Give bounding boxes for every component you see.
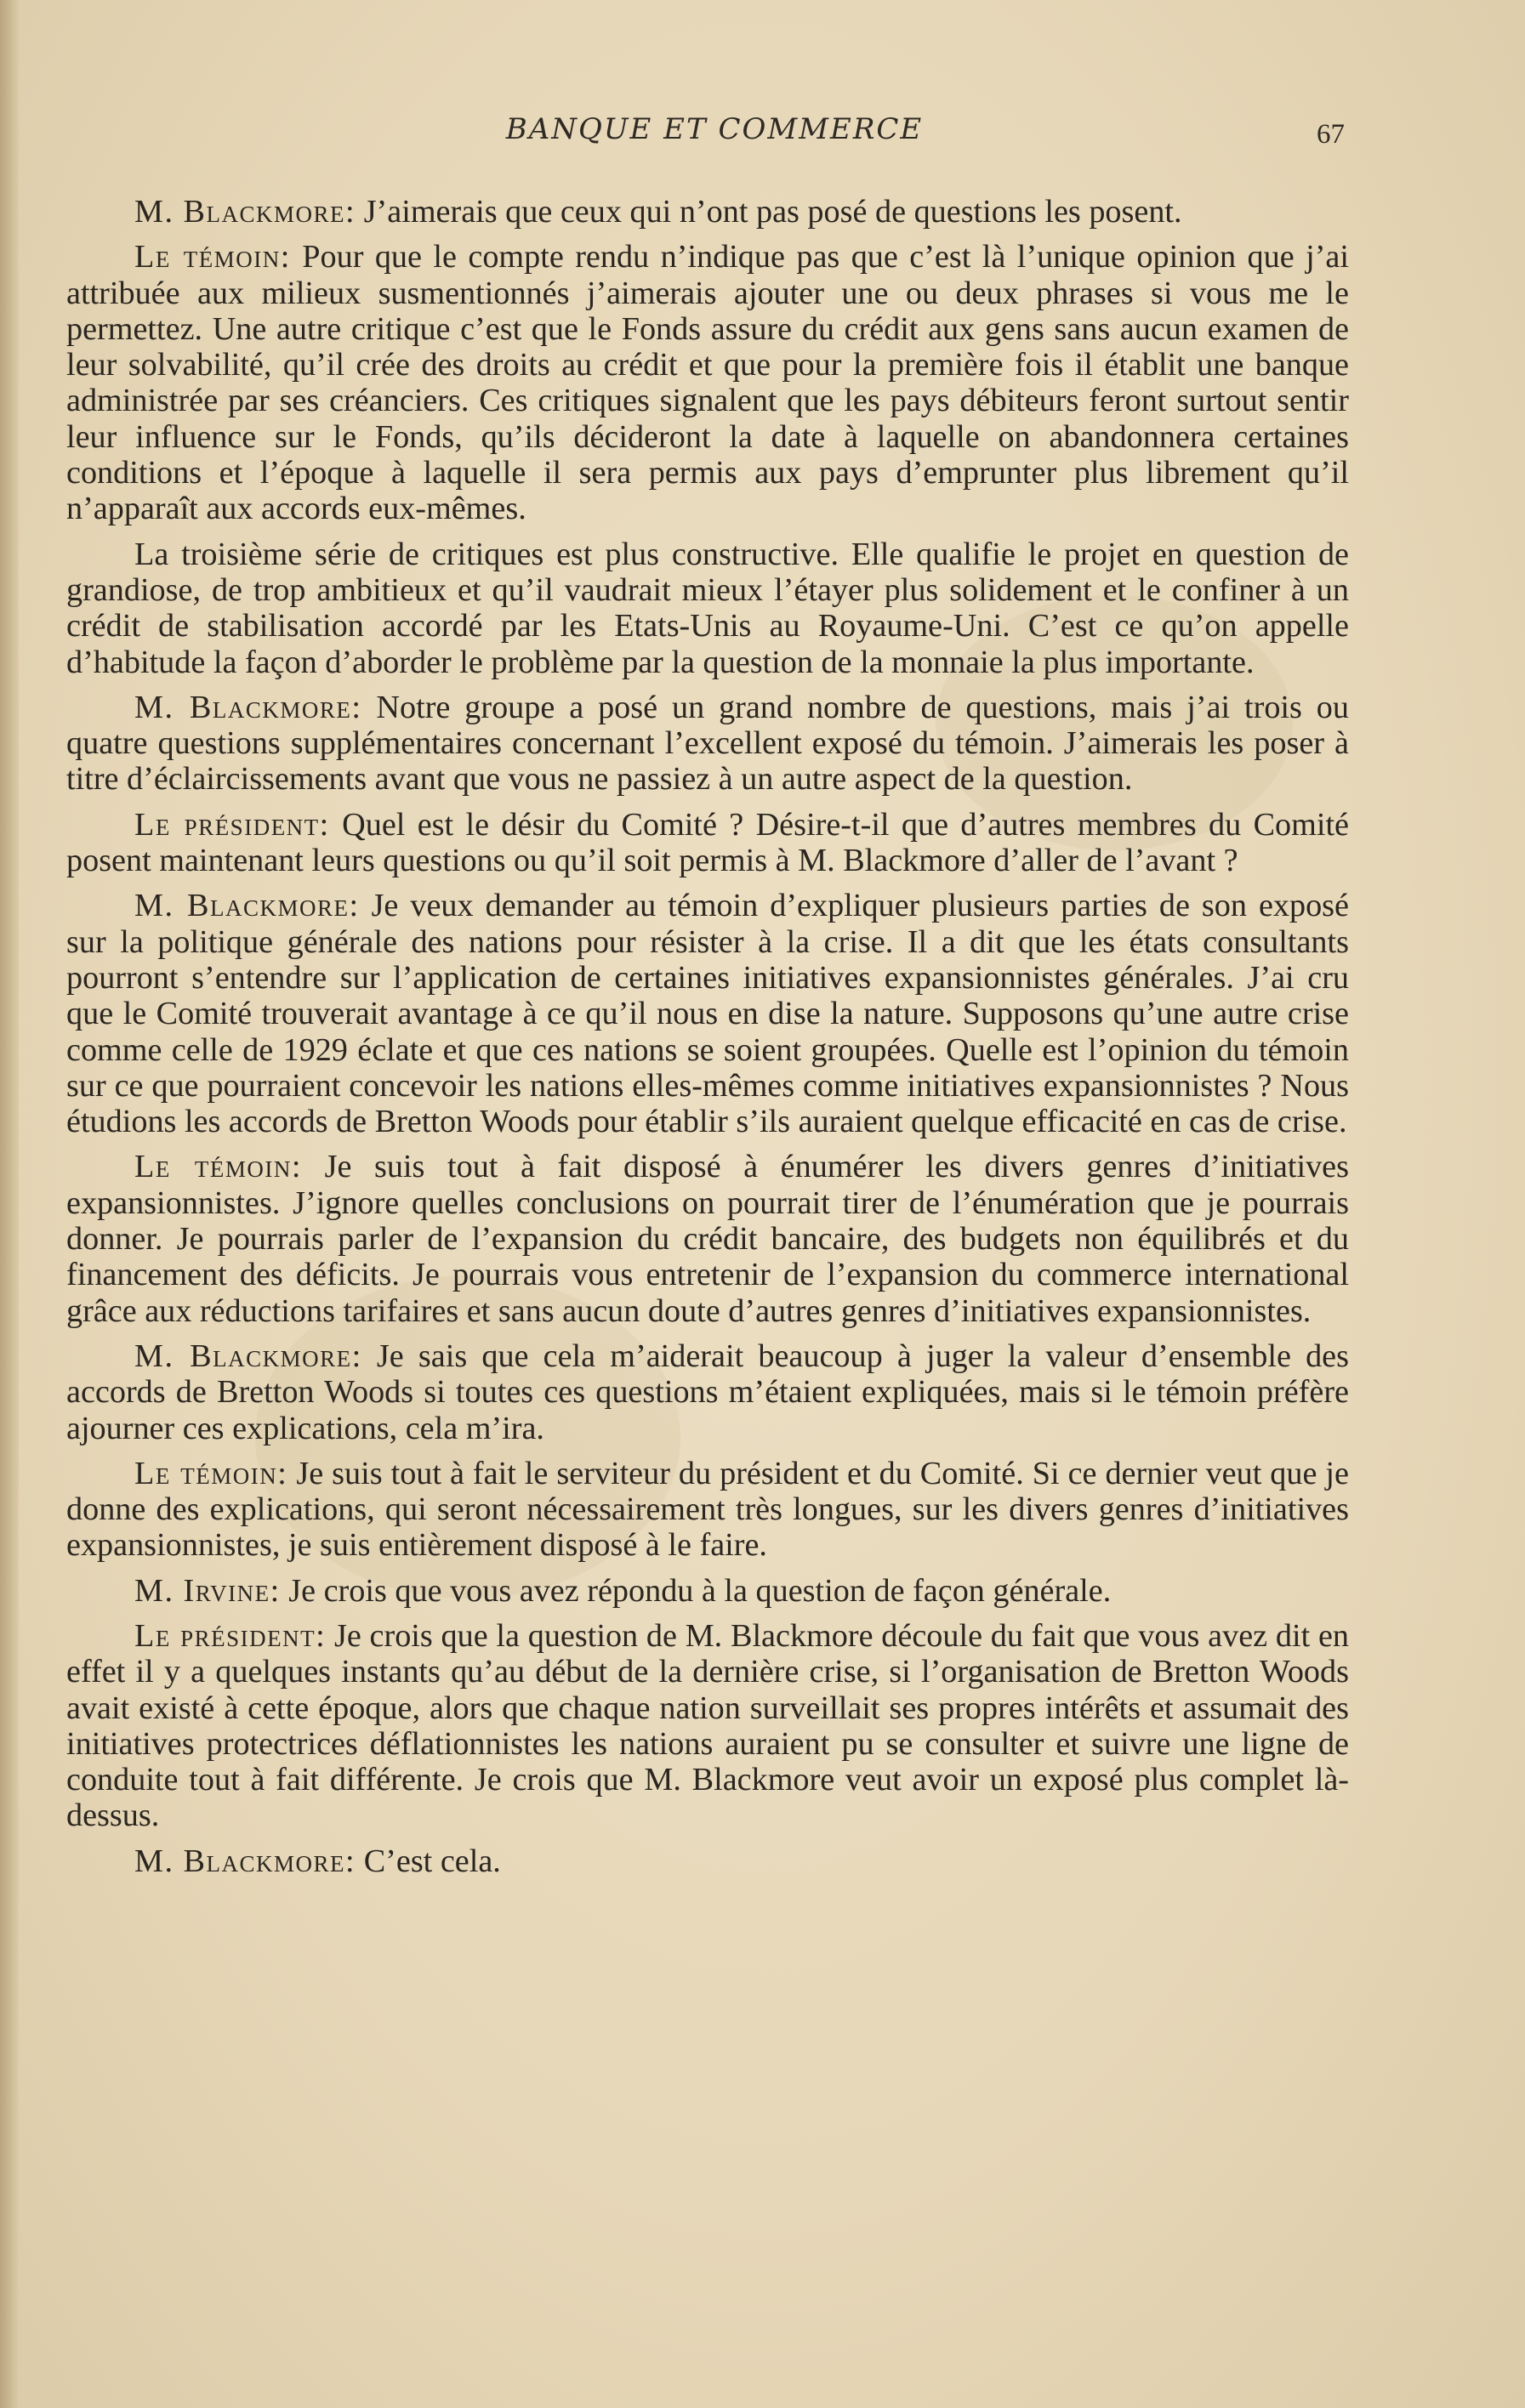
paragraph xyxy=(66,1338,1349,1446)
paragraph xyxy=(66,888,1349,1139)
paragraph-text: J’aimerais que ceux qui n’ont pas posé de questions les posent. xyxy=(356,194,1182,230)
speaker-name: M. Blackmore: xyxy=(134,888,360,924)
paragraph xyxy=(66,1456,1349,1564)
paragraph-text: Notre groupe a posé un grand nombre de questions, mais j’ai trois ou quatre questions supplémentaires concernant l’excellent exposé du témoin. J’aimerais les poser à titre d’éclaircissements avant que vous ne passiez à un autre aspect de la question. xyxy=(66,689,1349,798)
paragraph-text: Je crois que la question de M. Blackmore découle du fait que vous avez dit en effet il y a quelques instants qu’au début de la dernière crise, si l’organisation de Bretton Woods avait existé à cette époque, alors que chaque nation surveillait ses propres intérêts et assumait des initiatives protectrices déflationnistes les nations auraient pu se consulter et suivre une ligne de conduite tout à fait différente. Je crois que M. Blackmore veut avoir un exposé plus complet là-dessus. xyxy=(66,1617,1349,1834)
paragraph xyxy=(66,194,1349,230)
paragraph xyxy=(66,1843,1349,1879)
speaker-name: Le témoin: xyxy=(134,1455,288,1491)
paragraph-text: Je veux demander au témoin d’expliquer plusieurs parties de son exposé sur la politique générale des nations pour résister à la crise. Il a dit que les états consultants pourront s’entendre sur l’application de certaines initiatives expansionnistes générales. J’ai cru que le Comité trouverait avantage à ce qu’il nous en dise la nature. Supposons qu’une autre crise comme celle de 1929 éclate et que ces nations se soient groupées. Quelle est l’opinion du témoin sur ce que pourraient concevoir les nations elles-mêmes comme initiatives expansionnistes ? Nous étudions les accords de Bretton Woods pour établir s’ils auraient quelque efficacité en cas de crise. xyxy=(66,888,1349,1140)
speaker-name: Le témoin: xyxy=(134,239,291,275)
paragraph-text: Je sais que cela m’aiderait beaucoup à juger la valeur d’ensemble des accords de Bretton Woods si toutes ces questions m’étaient expliquées, mais si le témoin préfère ajourner ces explications, cela m’ira. xyxy=(66,1337,1349,1446)
speaker-name: Le président: xyxy=(134,1617,327,1654)
speaker-name: M. Irvine: xyxy=(134,1572,281,1609)
paragraph-text: Je crois que vous avez répondu à la question de façon générale. xyxy=(280,1572,1112,1609)
paragraph xyxy=(66,1573,1349,1609)
speaker-name: M. Blackmore: xyxy=(134,194,356,230)
page-number: 67 xyxy=(1317,119,1345,150)
paragraph-text: Pour que le compte rendu n’indique pas que c’est là l’unique opinion que j’ai attribuée aux milieux susmentionnés j’aimerais ajouter une ou deux phrases si vous me le permettez. Une autre critique c’est que le Fonds assure du crédit aux gens sans aucun examen de leur solvabilité, qu’il crée des droits au crédit et que pour la première fois il établit une banque administrée par ses créanciers. Ces critiques signalent que les pays débiteurs feront surtout sentir leur influence sur le Fonds, qu’ils décideront la date à laquelle on abandonnera certaines conditions et l’époque à laquelle il sera permis aux pays d’emprunter plus librement qu’il n’apparaît aux accords eux-mêmes. xyxy=(66,239,1349,527)
paragraph-text: Je suis tout à fait le serviteur du président et du Comité. Si ce dernier veut que je donne des explications, qui seront nécessairement très longues, sur les divers genres d’initiatives expansionnistes, je suis entièrement disposé à le faire. xyxy=(66,1455,1349,1564)
running-head: BANQUE ET COMMERCE xyxy=(505,112,924,146)
paragraph-text: Je suis tout à fait disposé à énumérer les divers genres d’initiatives expansionnistes. J’ignore quelles conclusions on pourrait tirer de l’énumération que je pourrais donner. Je pourrais parler de l’expansion du crédit bancaire, des budgets non équilibrés et du financement des déficits. Je pourrais vous entretenir de l’expansion du commerce international grâce aux réductions tarifaires et sans aucun doute d’autres genres d’initiatives expansionnistes. xyxy=(66,1149,1349,1329)
paragraph xyxy=(66,1149,1349,1328)
speaker-name: Le président: xyxy=(134,806,330,843)
paragraph xyxy=(66,537,1349,680)
paragraph-text: Quel est le désir du Comité ? Désire-t-il que d’autres membres du Comité posent maintenant leurs questions ou qu’il soit permis à M. Blackmore d’aller de l’avant ? xyxy=(66,806,1350,879)
paragraph-text: C’est cela. xyxy=(356,1843,501,1879)
paragraph-text: La troisième série de critiques est plus constructive. Elle qualifie le projet en question de grandiose, de trop ambitieux et qu’il vaudrait mieux l’étayer plus solidement et le confiner à un crédit de stabilisation accordé par les Etats-Unis au Royaume-Uni. C’est ce qu’on appelle d’habitude la façon d’aborder le problème par la question de la monnaie la plus importante. xyxy=(66,536,1349,680)
speaker-name: M. Blackmore: xyxy=(134,1337,362,1374)
paragraph xyxy=(66,239,1349,526)
speaker-name: Le témoin: xyxy=(134,1149,302,1185)
paragraph xyxy=(66,690,1349,798)
speaker-name: M. Blackmore: xyxy=(134,689,362,725)
paragraph xyxy=(66,807,1349,879)
speaker-name: M. Blackmore: xyxy=(134,1843,356,1879)
page-header xyxy=(0,112,1525,163)
page-body xyxy=(66,194,1349,1888)
page-spine-shadow xyxy=(0,0,19,2408)
paragraph xyxy=(66,1618,1349,1834)
